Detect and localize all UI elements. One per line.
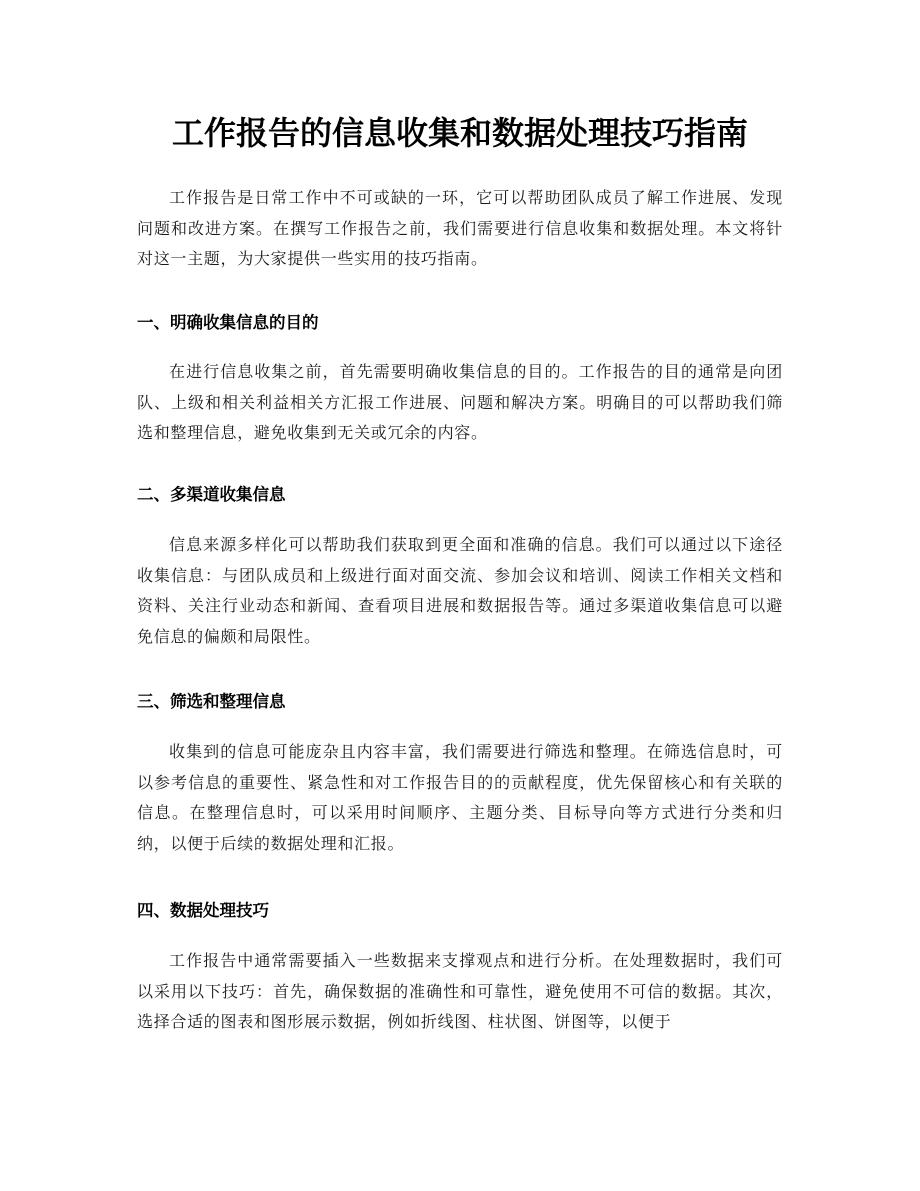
section-body-2: 信息来源多样化可以帮助我们获取到更全面和准确的信息。我们可以通过以下途径收集信息：与团队成员和上级进行面对面交流、参加会议和培训、阅读工作相关文档和资料、关注行业动态和新闻、查看项目进展和数据报告等。通过多渠道收集信息可以避免信息的偏颇和局限性。 [137,535,783,646]
section-heading-4: 四、数据处理技巧 [137,901,269,920]
section-body-4: 工作报告中通常需要插入一些数据来支撑观点和进行分析。在处理数据时，我们可以采用以下技巧：首先，确保数据的准确性和可靠性，避免使用不可信的数据。其次，选择合适的图表和图形展示数据，例如折线图、柱状图、饼图等，以便于 [137,951,783,1031]
section-body-3: 收集到的信息可能庞杂且内容丰富，我们需要进行筛选和整理。在筛选信息时，可以参考信息的重要性、紧急性和对工作报告目的的贡献程度，优先保留核心和有关联的信息。在整理信息时，可以采用时间顺序、主题分类、目标导向等方式进行分类和归纳，以便于后续的数据处理和汇报。 [137,742,783,853]
section-heading-2: 二、多渠道收集信息 [137,485,286,504]
section-heading-1: 一、明确收集信息的目的 [137,313,319,332]
section-heading-3: 三、筛选和整理信息 [137,692,286,711]
document-title: 工作报告的信息收集和数据处理技巧指南 [171,114,748,152]
section-body-1: 在进行信息收集之前，首先需要明确收集信息的目的。工作报告的目的通常是向团队、上级和相关利益相关方汇报工作进展、问题和解决方案。明确目的可以帮助我们筛选和整理信息，避免收集到无关或冗余的内容。 [137,362,783,442]
intro-paragraph: 工作报告是日常工作中不可或缺的一环，它可以帮助团队成员了解工作进展、发现问题和改进方案。在撰写工作报告之前，我们需要进行信息收集和数据处理。本文将针对这一主题，为大家提供一些实用的技巧指南。 [137,188,783,268]
